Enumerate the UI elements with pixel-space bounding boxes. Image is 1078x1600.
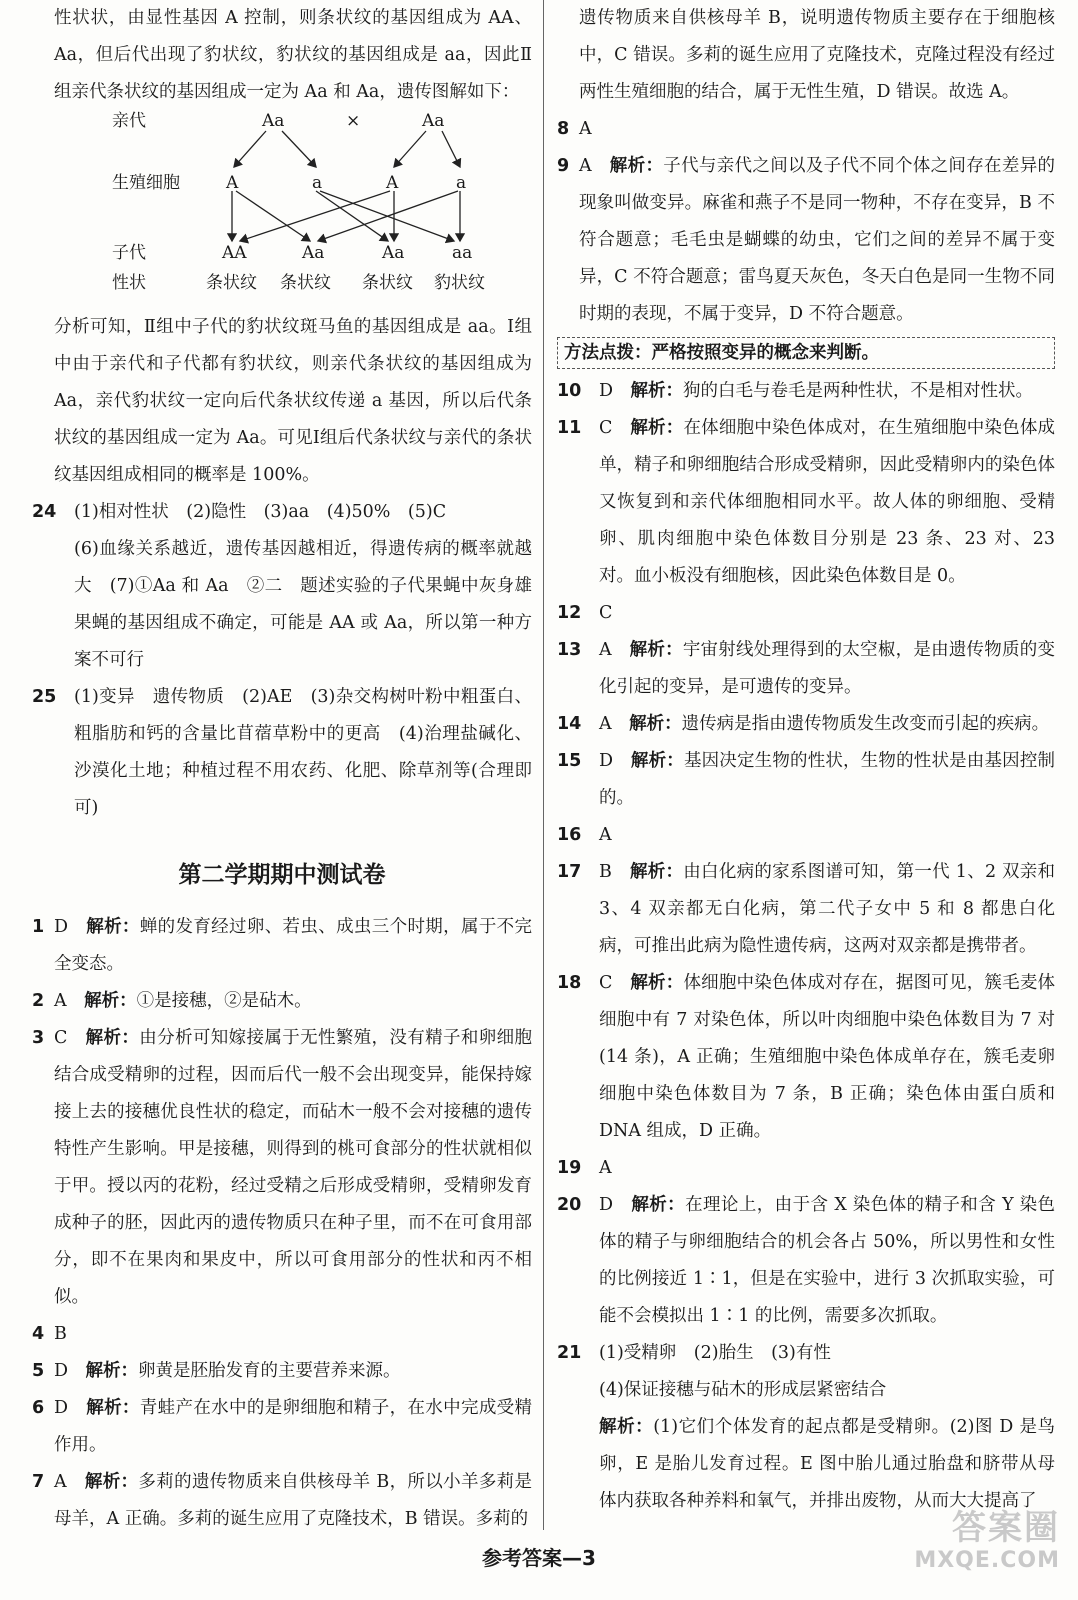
arrow-A2-AA [240,191,390,241]
answer-13-choice: A [599,640,612,660]
answer-9 [557,148,1055,333]
method-tip-label: 方法点拨： [564,343,652,363]
answer-25 [32,679,532,827]
answer-5-number: 5 [32,1361,45,1381]
q7-continuation: 遗传物质来自供核母羊 B，说明遗传物质主要存在于细胞核中，C 错误。多莉的诞生应用了克隆技术，克隆过程没有经过两性生殖细胞的结合，属于无性生殖，D 错误。故选 A。 [579,8,1055,102]
answer-9-text: 子代与亲代之间以及子代不同个体之间存在差异的现象叫做变异。麻雀和燕子不是同一物种，不存在变异，B 不符合题意；毛毛虫是蝴蝶的幼虫，它们之间的差异不属于变异，C 不符合题意；雷鸟夏天灰色，冬天白色是同一生物不同时期的表现，不属于变异，D 不符合题意。 [579,156,1056,324]
answer-21-number: 21 [557,1343,582,1363]
answer-21-text: (1)它们个体发育的起点都是受精卵。(2)图 D 是鸟卵，E 是胎儿发育过程。E 图中胎儿通过胎盘和脐带从母体内获取各种养料和氧气，并排出废物，从而大大提高了 [599,1417,1056,1511]
answer-7-choice: A [54,1472,67,1492]
watermark-top-text: 答案圈 [952,1508,1060,1548]
answer-15 [557,743,1055,817]
answer-6-text: 青蛙产在水中的是卵细胞和精子，在水中完成受精作用。 [54,1398,533,1455]
answer-14 [557,706,1055,743]
diagram-cross-symbol: × [346,111,361,131]
answer-3-choice: C [54,1028,68,1048]
answer-11-number: 11 [557,418,582,438]
answer-18-text: 体细胞中染色体成对存在，据图可见，簇毛麦体细胞中有 7 对染色体，所以叶肉细胞中染色体数目为 7 对(14 条)，A 正确；生殖细胞中染色体成单存在，簇毛麦卵细胞中染色体数目为 7 条，B 正确；染色体由蛋白质和 DNA 组成，D 正确。 [599,973,1056,1141]
answer-18-label: 解析： [630,973,684,993]
answer-2 [32,983,532,1020]
answer-8-number: 8 [557,119,570,139]
answer-17-number: 17 [557,862,582,882]
answer-20-text: 在理论上，由于含 X 染色体的精子和含 Y 染色体的精子与卵细胞结合的机会各占 50%，所以男性和女性的比例接近 1∶1，但是在实验中，进行 3 次抓取实验，可能不会模拟出 1∶1 的比例，需要多次抓取。 [599,1195,1056,1326]
answer-21-line2: (4)保证接穗与砧木的形成层紧密结合 [599,1380,887,1400]
answer-21 [557,1335,1055,1520]
answer-20-choice: D [599,1195,614,1215]
method-tip-text: 严格按照变异的概念来判断。 [651,343,879,363]
answer-9-number: 9 [557,156,570,176]
answer-17-text: 由白化病的家系图谱可知，第一代 1、2 双亲和 3、4 双亲都无白化病，第二代子女中 5 和 8 都患白化病，可推出此病为隐性遗传病，这两对双亲都是携带者。 [599,862,1056,956]
answer-5-choice: D [54,1361,69,1381]
answer-5-text: 卵黄是胚胎发育的主要营养来源。 [138,1361,401,1381]
answer-15-label: 解析： [630,751,684,771]
answer-2-choice: A [54,991,67,1011]
answer-3-number: 3 [32,1028,45,1048]
answer-21-label: 解析： [599,1417,654,1437]
answer-20-label: 解析： [631,1195,686,1215]
answer-19-number: 19 [557,1158,582,1178]
answer-11-text: 在体细胞中染色体成对，在生殖细胞中染色体成单，精子和卵细胞结合形成受精卵，因此受精卵内的染色体又恢复到和亲代体细胞相同水平。故人体的卵细胞、受精卵、肌肉细胞中染色体数目分别是 23 条、23 对、23 对。血小板没有细胞核，因此染色体数目是 0。 [599,418,1056,586]
answer-16-number: 16 [557,825,582,845]
answer-2-text: ①是接穗，②是砧木。 [136,991,312,1011]
diagram-gamete-2: a [312,173,323,193]
diagram-trait-2: 条状纹 [280,273,331,293]
answer-14-label: 解析： [629,714,682,734]
diagram-offspring-2: Aa [302,243,325,263]
answer-4-number: 4 [32,1324,45,1344]
answer-12-number: 12 [557,603,582,623]
answer-14-text: 遗传病是指由遗传物质发生改变而引起的疾病。 [681,714,1050,734]
answer-17-choice: B [599,862,612,882]
watermark-bottom-text: MXQE.COM [914,1548,1060,1573]
answer-10-choice: D [599,381,614,401]
diagram-trait-4: 豹状纹 [434,273,485,293]
answer-1-number: 1 [32,917,45,937]
answer-20-number: 20 [557,1195,582,1215]
genetic-cross-diagram [54,111,532,309]
answer-17 [557,854,1055,965]
answer-13 [557,632,1055,706]
answer-10 [557,373,1055,410]
answer-15-number: 15 [557,751,582,771]
answer-18-choice: C [599,973,613,993]
answer-11-label: 解析： [630,418,684,438]
answer-1 [32,909,532,983]
q23-continuation-1: 性状状，由显性基因 A 控制，则条状纹的基因组成为 AA、Aa，但后代出现了豹状纹，豹状纹的基因组成是 aa，因此Ⅱ组亲代条状纹的基因组成一定为 Aa 和 Aa，遗传图解如下： [54,8,532,102]
answer-3 [32,1020,532,1316]
page-footer: 参考答案—3 [482,1546,596,1570]
answer-15-choice: D [599,751,614,771]
answer-4 [32,1316,532,1353]
answer-6-choice: D [54,1398,69,1418]
answer-7-number: 7 [32,1472,45,1492]
answer-14-number: 14 [557,714,582,734]
diagram-parent-2: Aa [422,111,445,131]
watermark-logo [914,1508,1060,1574]
answer-16 [557,817,1055,854]
answer-17-label: 解析： [629,862,684,882]
answer-18 [557,965,1055,1150]
arrow-p2-a [442,131,460,167]
answer-14-choice: A [599,714,612,734]
answer-2-label: 解析： [84,991,137,1011]
answer-11-choice: C [599,418,613,438]
answer-24-line1: (1)相对性状 (2)隐性 (3)aa (4)50% (5)C [74,502,447,522]
answer-13-number: 13 [557,640,582,660]
answer-25-number: 25 [32,687,57,707]
diagram-row-offspring: 子代 [112,243,146,263]
diagram-offspring-4: aa [452,243,473,263]
answer-21-line1: (1)受精卵 (2)胎生 (3)有性 [599,1343,831,1363]
q23-continuation-2: 分析可知，Ⅱ组中子代的豹状纹斑马鱼的基因组成是 aa。Ⅰ组中由于亲代和子代都有豹状纹，则亲代条状纹的基因组成为 Aa，亲代豹状纹一定向后代条状纹传递 a 基因，所以后代条状纹的基因组成一定为 Aa。可见Ⅰ组后代条状纹与亲代的条状纹基因组成相同的概率是 100%。 [54,317,532,485]
arrow-p1-a [282,131,316,167]
diagram-gamete-4: a [456,173,467,193]
method-tip-box [557,337,1055,369]
answer-20 [557,1187,1055,1335]
column-divider [543,0,544,1530]
answer-1-text: 蝉的发育经过卵、若虫、成虫三个时期，属于不完全变态。 [54,917,533,974]
answer-11 [557,410,1055,595]
answer-25-text: (1)变异 遗传物质 (2)AE (3)杂交构树叶粉中粗蛋白、粗脂肪和钙的含量比苜蓿草粉中的更高 (4)治理盐碱化、沙漠化土地；种植过程不用农药、化肥、除草剂等(合理即可) [74,687,532,818]
diagram-row-parents: 亲代 [112,111,146,131]
answer-7-label: 解析： [84,1472,139,1492]
answer-7-text: 多莉的遗传物质来自供核母羊 B，所以小羊多莉是母羊，A 正确。多莉的诞生应用了克隆技术，B 错误。多莉的 [54,1472,533,1529]
answer-15-text: 基因决定生物的性状，生物的性状是由基因控制的。 [599,751,1056,808]
section-title: 第二学期期中测试卷 [178,862,386,888]
answer-8-choice: A [579,119,592,139]
answer-9-label: 解析： [609,156,664,176]
answer-19-choice: A [599,1158,612,1178]
answer-1-label: 解析： [86,917,140,937]
answer-24-number: 24 [32,502,57,522]
answer-10-text: 狗的白毛与卷毛是两种性状，不是相对性状。 [683,381,1034,401]
answer-7 [32,1464,532,1538]
answer-2-number: 2 [32,991,45,1011]
diagram-row-traits: 性状 [112,273,146,293]
answer-13-label: 解析： [629,640,683,660]
diagram-trait-1: 条状纹 [206,273,257,293]
answer-9-choice: A [579,156,592,176]
answer-6 [32,1390,532,1464]
diagram-gamete-3: A [386,173,399,193]
answer-3-text: 由分析可知嫁接属于无性繁殖，没有精子和卵细胞结合成受精卵的过程，因而后代一般不会出现变异，能保持嫁接上去的接穗优良性状的稳定，而砧木一般不会对接穗的遗传特性产生影响。甲是接穗，则得到的桃可食部分的性状就相似于甲。授以丙的花粉，经过受精之后形成受精卵，受精卵发育成种子的胚，因此丙的遗传物质只在种子里，而不在可食用部分，即不在果肉和果皮中，所以可食用部分的性状和丙不相似。 [54,1028,533,1307]
answer-24-rest: (6)血缘关系越近，遗传基因越相近，得遗传病的概率就越大 (7)①Aa 和 Aa ②二 题述实验的子代果蝇中灰身雄果蝇的基因组成不确定，可能是 AA 或 Aa，所以第一种方案不可行 [74,539,532,670]
answer-12 [557,595,1055,632]
diagram-offspring-3: Aa [382,243,405,263]
diagram-trait-3: 条状纹 [362,273,413,293]
answer-5-label: 解析： [85,1361,139,1381]
arrow-a-Aa2 [316,191,388,241]
answer-12-choice: C [599,603,613,623]
diagram-row-gametes: 生殖细胞 [112,173,180,193]
left-column [32,0,532,1538]
answer-5 [32,1353,532,1390]
answer-1-choice: D [54,917,69,937]
answer-8 [557,111,1055,148]
answer-3-label: 解析： [85,1028,140,1048]
arrow-A-Aa1 [236,191,310,241]
answer-18-number: 18 [557,973,582,993]
answer-6-label: 解析： [86,1398,140,1418]
answer-6-number: 6 [32,1398,45,1418]
diagram-offspring-1: AA [222,243,247,263]
diagram-gamete-1: A [226,173,239,193]
answer-24 [32,494,532,679]
arrow-p1-A [234,131,266,167]
answer-16-choice: A [599,825,612,845]
answer-10-number: 10 [557,381,582,401]
answer-19 [557,1150,1055,1187]
arrow-p2-A [394,131,426,167]
answer-10-label: 解析： [630,381,684,401]
answer-13-text: 宇宙射线处理得到的太空椒，是由遗传物质的变化引起的变异，是可遗传的变异。 [599,640,1055,697]
diagram-parent-1: Aa [262,111,285,131]
right-column [557,0,1055,1520]
answer-4-choice: B [54,1324,67,1344]
